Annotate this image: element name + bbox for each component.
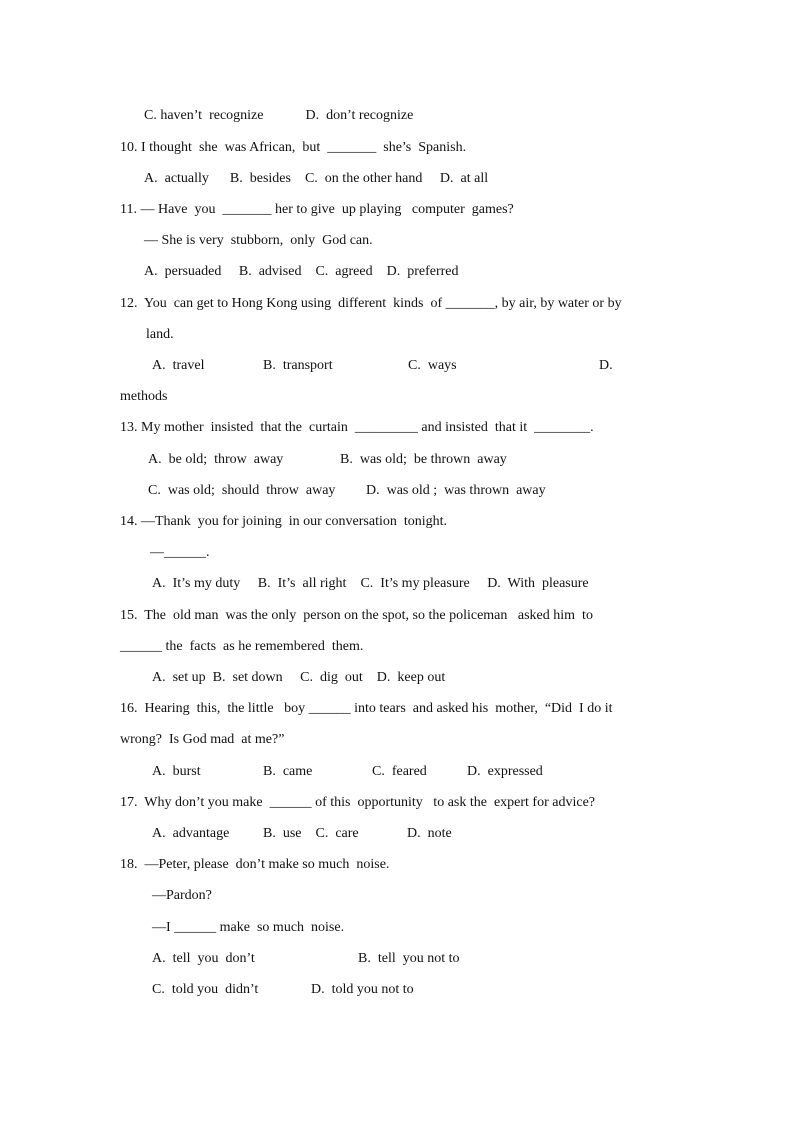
q16-question-cont: wrong? Is God mad at me?” — [120, 732, 285, 747]
q9-options-cd: C. haven’t recognize D. don’t recognize — [144, 108, 414, 123]
q18-dialogue-2: —Pardon? — [152, 888, 212, 903]
q10-options: A. actually B. besides C. on the other hand D. at all — [144, 171, 489, 186]
q15-options: A. set up B. set down C. dig out D. keep out — [152, 670, 446, 685]
q12-question-cont: land. — [146, 327, 174, 342]
q13-option-b: B. was old; be thrown away — [340, 452, 507, 467]
q11-question: 11. — Have you _______ her to give up playing computer games? — [120, 202, 514, 217]
q14-response: —______. — [150, 545, 210, 560]
q13-option-c: C. was old; should throw away — [148, 483, 336, 498]
q18-option-a: A. tell you don’t — [152, 951, 255, 966]
q10-question: 10. I thought she was African, but _______ she’s Spanish. — [120, 140, 467, 155]
q14-options: A. It’s my duty B. It’s all right C. It’s my pleasure D. With pleasure — [152, 576, 589, 591]
q16-option-d: D. expressed — [467, 764, 543, 779]
q17-option-d: D. note — [407, 826, 452, 841]
q14-question: 14. —Thank you for joining in our conversation tonight. — [120, 514, 448, 529]
q12-option-c: C. ways — [408, 358, 457, 373]
q12-option-b: B. transport — [263, 358, 333, 373]
q15-question: 15. The old man was the only person on the spot, so the policeman asked him to — [120, 608, 593, 623]
q18-dialogue-3: —I ______ make so much noise. — [152, 920, 345, 935]
q13-option-a: A. be old; throw away — [148, 452, 284, 467]
q13-option-d: D. was old ; was thrown away — [366, 483, 546, 498]
q18-option-b: B. tell you not to — [358, 951, 460, 966]
q18-option-d: D. told you not to — [311, 982, 414, 997]
q13-question: 13. My mother insisted that the curtain _________ and insisted that it ________. — [120, 420, 594, 435]
q18-question: 18. —Peter, please don’t make so much noise. — [120, 857, 390, 872]
q11-answer: — She is very stubborn, only God can. — [144, 233, 373, 248]
q16-option-c: C. feared — [372, 764, 427, 779]
q15-question-cont: ______ the facts as he remembered them. — [120, 639, 364, 654]
q17-option-bc: B. use C. care — [263, 826, 359, 841]
q16-option-a: A. burst — [152, 764, 201, 779]
q17-question: 17. Why don’t you make ______ of this opportunity to ask the expert for advice? — [120, 795, 596, 810]
q16-option-b: B. came — [263, 764, 313, 779]
q17-option-a: A. advantage — [152, 826, 230, 841]
q16-question: 16. Hearing this, the little boy ______ into tears and asked his mother, “Did I do it — [120, 701, 613, 716]
q12-option-a: A. travel — [152, 358, 205, 373]
q11-options: A. persuaded B. advised C. agreed D. preferred — [144, 264, 459, 279]
q12-option-d-text: methods — [120, 389, 168, 404]
q18-option-c: C. told you didn’t — [152, 982, 259, 997]
q12-option-d: D. — [599, 358, 613, 373]
q12-question: 12. You can get to Hong Kong using different kinds of _______, by air, by water or by — [120, 296, 622, 311]
